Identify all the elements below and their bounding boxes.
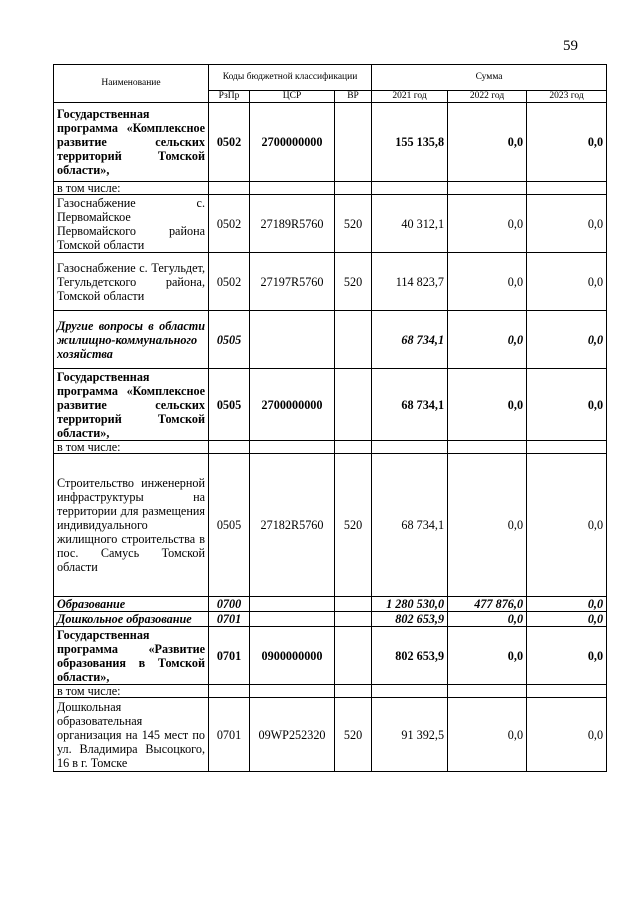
row-2023: 0,0 <box>527 253 607 311</box>
row-2021 <box>372 441 448 454</box>
row-rzpr: 0505 <box>209 311 250 369</box>
row-2023: 0,0 <box>527 454 607 597</box>
row-vr: 520 <box>335 253 372 311</box>
table-row <box>54 597 607 612</box>
table-row <box>54 441 607 454</box>
row-2022: 0,0 <box>448 454 527 597</box>
header-codes: Коды бюджетной классификации <box>209 65 372 91</box>
row-csr: 27197R5760 <box>250 253 335 311</box>
row-2023: 0,0 <box>527 103 607 182</box>
row-csr: 0900000000 <box>250 627 335 685</box>
row-2023: 0,0 <box>527 311 607 369</box>
table-row <box>54 311 607 369</box>
row-csr <box>250 311 335 369</box>
row-name: в том числе: <box>54 685 209 698</box>
row-2022: 0,0 <box>448 369 527 441</box>
row-2023 <box>527 182 607 195</box>
row-name: Государственная программа «Комплексное развитие сельских территорий Томской области», <box>54 103 209 182</box>
row-rzpr: 0701 <box>209 698 250 772</box>
row-2021: 155 135,8 <box>372 103 448 182</box>
row-name: в том числе: <box>54 182 209 195</box>
row-name: Строительство инженерной инфраструктуры на территории для размещения индивидуального жилищного строительства в пос. Самусь Томской области <box>54 454 209 597</box>
row-rzpr: 0502 <box>209 103 250 182</box>
row-csr: 27189R5760 <box>250 195 335 253</box>
header-vr: ВР <box>335 91 372 103</box>
row-2021 <box>372 182 448 195</box>
row-2022: 0,0 <box>448 698 527 772</box>
row-name: Дошкольная образовательная организация на 145 мест по ул. Владимира Высоцкого, 16 в г. Томске <box>54 698 209 772</box>
row-vr <box>335 311 372 369</box>
row-rzpr: 0505 <box>209 369 250 441</box>
table-row <box>54 103 607 182</box>
row-name: Образование <box>54 597 209 612</box>
row-name: Государственная программа «Развитие образования в Томской области», <box>54 627 209 685</box>
header-sum: Сумма <box>372 65 607 91</box>
row-csr <box>250 182 335 195</box>
row-rzpr: 0701 <box>209 627 250 685</box>
budget-table <box>53 64 607 772</box>
row-2022: 0,0 <box>448 311 527 369</box>
table-row <box>54 698 607 772</box>
row-name: в том числе: <box>54 441 209 454</box>
header-2023: 2023 год <box>527 91 607 103</box>
row-2021: 68 734,1 <box>372 369 448 441</box>
row-vr: 520 <box>335 195 372 253</box>
row-rzpr: 0700 <box>209 597 250 612</box>
row-csr <box>250 685 335 698</box>
row-2021: 68 734,1 <box>372 454 448 597</box>
row-2021: 40 312,1 <box>372 195 448 253</box>
row-2023 <box>527 685 607 698</box>
row-2021: 802 653,9 <box>372 627 448 685</box>
row-2023: 0,0 <box>527 698 607 772</box>
row-2022: 0,0 <box>448 103 527 182</box>
page-number: 59 <box>563 38 578 54</box>
row-vr: 520 <box>335 698 372 772</box>
row-vr <box>335 182 372 195</box>
row-2023: 0,0 <box>527 195 607 253</box>
row-2021: 114 823,7 <box>372 253 448 311</box>
table-row <box>54 454 607 597</box>
row-rzpr: 0502 <box>209 253 250 311</box>
row-csr <box>250 612 335 627</box>
row-csr: 09WP252320 <box>250 698 335 772</box>
row-2021: 1 280 530,0 <box>372 597 448 612</box>
header-name: Наименование <box>54 65 209 103</box>
row-vr <box>335 369 372 441</box>
row-2022: 0,0 <box>448 612 527 627</box>
row-2023: 0,0 <box>527 597 607 612</box>
row-csr <box>250 597 335 612</box>
row-vr <box>335 627 372 685</box>
table-row <box>54 627 607 685</box>
table-row <box>54 195 607 253</box>
header-rzpr: РзПр <box>209 91 250 103</box>
row-vr <box>335 103 372 182</box>
header-2021: 2021 год <box>372 91 448 103</box>
row-vr <box>335 441 372 454</box>
row-2023: 0,0 <box>527 369 607 441</box>
row-2023 <box>527 441 607 454</box>
row-name: Другие вопросы в области жилищно-коммунального хозяйства <box>54 311 209 369</box>
row-2022: 0,0 <box>448 195 527 253</box>
row-2022 <box>448 441 527 454</box>
header-2022: 2022 год <box>448 91 527 103</box>
row-csr <box>250 441 335 454</box>
row-2022: 0,0 <box>448 253 527 311</box>
row-2022 <box>448 182 527 195</box>
row-rzpr <box>209 685 250 698</box>
table-row <box>54 685 607 698</box>
table-row <box>54 369 607 441</box>
row-rzpr: 0505 <box>209 454 250 597</box>
row-2023: 0,0 <box>527 627 607 685</box>
row-rzpr: 0701 <box>209 612 250 627</box>
row-csr: 27182R5760 <box>250 454 335 597</box>
row-name: Государственная программа «Комплексное развитие сельских территорий Томской области», <box>54 369 209 441</box>
row-csr: 2700000000 <box>250 103 335 182</box>
row-2021: 802 653,9 <box>372 612 448 627</box>
row-name: Газоснабжение с. Первомайское Первомайского района Томской области <box>54 195 209 253</box>
row-vr: 520 <box>335 454 372 597</box>
table-row <box>54 612 607 627</box>
row-2022 <box>448 685 527 698</box>
row-rzpr: 0502 <box>209 195 250 253</box>
row-2022: 0,0 <box>448 627 527 685</box>
row-name: Дошкольное образование <box>54 612 209 627</box>
row-2021: 68 734,1 <box>372 311 448 369</box>
row-2023: 0,0 <box>527 612 607 627</box>
row-csr: 2700000000 <box>250 369 335 441</box>
row-2021 <box>372 685 448 698</box>
row-rzpr <box>209 182 250 195</box>
table-row <box>54 182 607 195</box>
row-vr <box>335 612 372 627</box>
row-rzpr <box>209 441 250 454</box>
row-name: Газоснабжение с. Тегульдет, Тегульдетского района, Томской области <box>54 253 209 311</box>
row-vr <box>335 685 372 698</box>
row-vr <box>335 597 372 612</box>
header-csr: ЦСР <box>250 91 335 103</box>
row-2022: 477 876,0 <box>448 597 527 612</box>
row-2021: 91 392,5 <box>372 698 448 772</box>
table-row <box>54 253 607 311</box>
